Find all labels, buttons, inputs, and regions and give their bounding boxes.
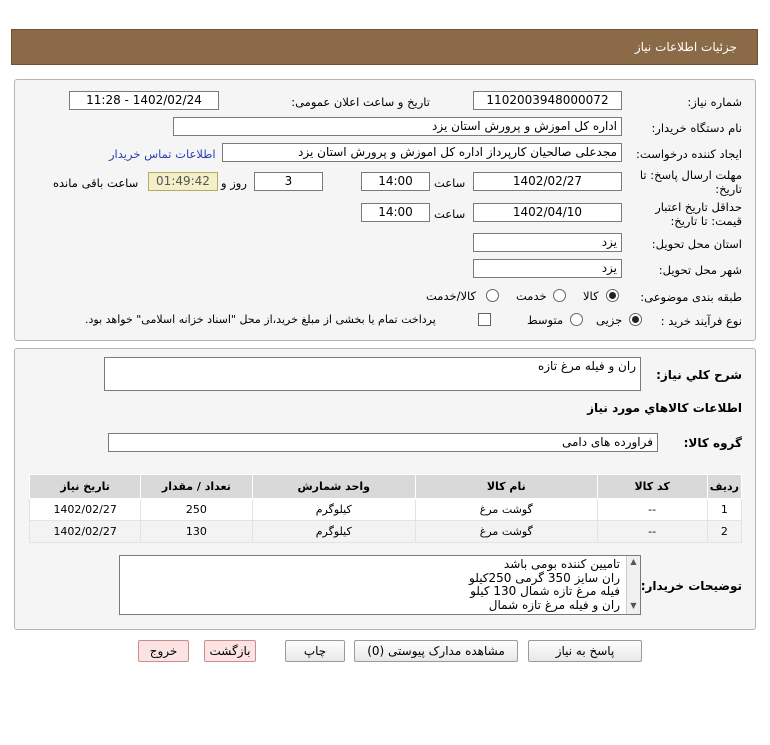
print-button[interactable]: چاپ bbox=[285, 640, 345, 662]
col-row: ردیف bbox=[707, 475, 741, 499]
page-title: جزئیات اطلاعات نیاز bbox=[634, 40, 737, 54]
col-quantity: تعداد / مقدار bbox=[141, 475, 252, 499]
col-unit: واحد شمارش bbox=[252, 475, 415, 499]
treasury-payment-note: پرداخت تمام یا بخشی از مبلغ خرید،از محل "اسناد خزانه اسلامی" خواهد بود. bbox=[85, 313, 436, 326]
validity-hour-label: ساعت bbox=[434, 207, 466, 221]
deadline-hour-label: ساعت bbox=[434, 176, 466, 190]
city-label: شهر محل تحویل: bbox=[658, 263, 742, 277]
remaining-label: ساعت باقی مانده bbox=[53, 176, 139, 190]
buyer-contact-link[interactable]: اطلاعات تماس خریدار bbox=[109, 147, 216, 161]
reply-button[interactable]: پاسخ به نیاز bbox=[528, 640, 642, 662]
cell-code: -- bbox=[597, 521, 707, 543]
buyer-note-line: فیله مرغ تازه شمال 130 کیلو bbox=[470, 584, 620, 598]
cell-quantity: 250 bbox=[141, 499, 252, 521]
table-row bbox=[30, 499, 742, 521]
cell-unit: کیلوگرم bbox=[252, 499, 415, 521]
need-number-label: شماره نیاز: bbox=[687, 95, 742, 109]
requester-field: مجدعلی صالحیان کارپرداز اداره کل اموزش و پرورش استان یزد bbox=[222, 143, 622, 162]
goods-table-header bbox=[30, 475, 742, 499]
view-attachments-button[interactable]: مشاهده مدارک پیوستی (0) bbox=[354, 640, 518, 662]
validity-label: حداقل تاریخ اعتبار bbox=[655, 200, 742, 214]
days-label: روز و bbox=[221, 176, 247, 190]
province-label: استان محل تحویل: bbox=[651, 237, 742, 251]
validity-date-field: 1402/04/10 bbox=[473, 203, 622, 222]
deadline-label-date: تاریخ: bbox=[715, 182, 742, 196]
need-number-field: 1102003948000072 bbox=[473, 91, 622, 110]
col-date: تاریخ نیاز bbox=[30, 475, 141, 499]
scroll-down-icon[interactable]: ▼ bbox=[630, 601, 637, 610]
table-row bbox=[30, 521, 742, 543]
announce-field: 1402/02/24 - 11:28 bbox=[69, 91, 219, 110]
category-radio-both[interactable] bbox=[486, 289, 499, 302]
buyer-notes-field[interactable] bbox=[119, 555, 641, 615]
days-field: 3 bbox=[254, 172, 323, 191]
treasury-payment-checkbox[interactable] bbox=[478, 313, 491, 326]
cell-quantity: 130 bbox=[141, 521, 252, 543]
province-field: یزد bbox=[473, 233, 622, 252]
buyer-notes-label: توضیحات خریدار: bbox=[640, 579, 742, 593]
buyer-note-line: ران و فیله مرغ تازه شمال bbox=[488, 597, 620, 612]
buyer-field: اداره کل اموزش و پرورش استان یزد bbox=[173, 117, 622, 136]
goods-group-label: گروه کالا: bbox=[683, 436, 742, 450]
cell-unit: کیلوگرم bbox=[252, 521, 415, 543]
process-radio-minor[interactable] bbox=[629, 313, 642, 326]
col-code: کد کالا bbox=[597, 475, 707, 499]
requester-label: ایجاد کننده درخواست: bbox=[636, 147, 742, 161]
col-name: نام کالا bbox=[415, 475, 597, 499]
validity-time-field: 14:00 bbox=[361, 203, 430, 222]
announce-label: تاریخ و ساعت اعلان عمومی: bbox=[291, 95, 430, 109]
buyer-notes-scrollbar[interactable] bbox=[626, 556, 640, 614]
process-label: نوع فرآیند خرید : bbox=[660, 314, 742, 328]
category-option-goods: کالا bbox=[583, 289, 599, 303]
buyer-note-line: تامیین کننده بومی باشد bbox=[503, 557, 620, 571]
cell-row: 1 bbox=[707, 499, 741, 521]
exit-button[interactable]: خروج bbox=[138, 640, 189, 662]
deadline-time-field: 14:00 bbox=[361, 172, 430, 191]
deadline-date-field: 1402/02/27 bbox=[473, 172, 622, 191]
cell-date: 1402/02/27 bbox=[30, 521, 141, 543]
remaining-timer: 01:49:42 bbox=[148, 172, 218, 191]
goods-table bbox=[29, 474, 742, 543]
process-option-minor: جزیی bbox=[596, 313, 623, 327]
cell-date: 1402/02/27 bbox=[30, 499, 141, 521]
page-header bbox=[11, 29, 758, 65]
cell-row: 2 bbox=[707, 521, 741, 543]
category-option-both: کالا/خدمت bbox=[426, 289, 477, 303]
category-label: طبقه بندی موضوعی: bbox=[640, 290, 742, 304]
goods-group-field: فراورده های دامی bbox=[108, 433, 658, 452]
cell-code: -- bbox=[597, 499, 707, 521]
back-button[interactable]: بازگشت bbox=[204, 640, 256, 662]
buyer-label: نام دستگاه خریدار: bbox=[651, 121, 742, 135]
goods-section-title: اطلاعات کالاهاي مورد نياز bbox=[587, 401, 742, 415]
category-radio-service[interactable] bbox=[553, 289, 566, 302]
validity-label-date: قیمت: تا تاریخ: bbox=[670, 214, 742, 228]
process-option-medium: متوسط bbox=[527, 313, 564, 327]
cell-name: گوشت مرغ bbox=[415, 521, 597, 543]
city-field: یزد bbox=[473, 259, 622, 278]
process-radio-medium[interactable] bbox=[570, 313, 583, 326]
summary-field: ران و فیله مرغ تازه bbox=[104, 357, 641, 391]
scroll-up-icon[interactable]: ▲ bbox=[630, 557, 637, 566]
category-radio-goods[interactable] bbox=[606, 289, 619, 302]
buyer-note-line: ران سایز 350 گرمی 250کیلو bbox=[469, 570, 620, 585]
category-option-service: خدمت bbox=[516, 289, 547, 303]
cell-name: گوشت مرغ bbox=[415, 499, 597, 521]
summary-label: شرح کلي نياز: bbox=[656, 368, 742, 382]
deadline-label: مهلت ارسال پاسخ: تا bbox=[639, 168, 742, 182]
